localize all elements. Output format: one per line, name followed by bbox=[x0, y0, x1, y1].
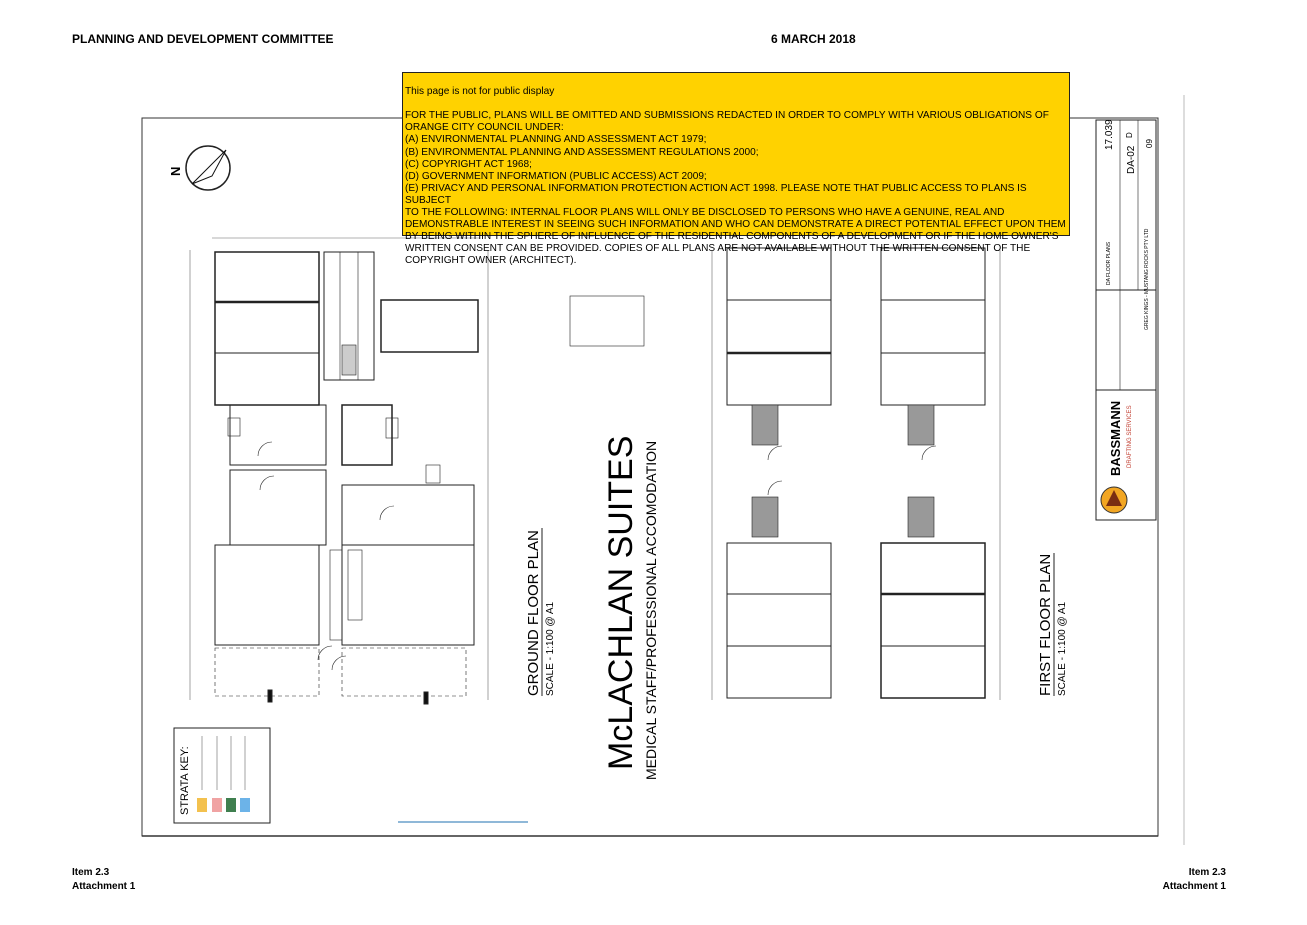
strata-key bbox=[174, 728, 270, 823]
drawing-revision: D bbox=[1125, 132, 1134, 138]
first-plan-title: FIRST FLOOR PLAN bbox=[1037, 553, 1054, 696]
redaction-notice bbox=[402, 72, 1070, 267]
notice-line: DEMONSTRABLE INTEREST IN SEEING SUCH INFORMATION AND WHO CAN DEMONSTRATE A DIRECT POTENTIAL EFFECT UPON THEM bbox=[405, 219, 1066, 231]
north-label: N bbox=[168, 166, 183, 176]
notice-body bbox=[405, 110, 1067, 267]
drawing-number: DA-02 bbox=[1126, 145, 1137, 174]
strata-swatch-c bbox=[226, 798, 236, 812]
firm-name: BASSMANN bbox=[1108, 400, 1123, 476]
strata-key-title: STRATA KEY: bbox=[179, 746, 191, 815]
notice-line: (B) ENVIRONMENTAL PLANNING AND ASSESSMENT REGULATIONS 2000; bbox=[405, 146, 759, 158]
sheet-title: DA FLOOR PLANS bbox=[1106, 241, 1112, 285]
notice-line: (E) PRIVACY AND PERSONAL INFORMATION PROTECTION ACTION ACT 1998. PLEASE NOTE THAT PUBLIC ACCESS TO PLANS IS SUBJECT bbox=[405, 182, 1027, 206]
strata-swatch-b bbox=[212, 798, 222, 812]
notice-line: (A) ENVIRONMENTAL PLANNING AND ASSESSMENT ACT 1979; bbox=[405, 134, 707, 146]
first-plan-scale: SCALE - 1:100 @ A1 bbox=[1057, 601, 1068, 696]
ground-plan-scale: SCALE - 1:100 @ A1 bbox=[545, 601, 556, 696]
notice-line: ORANGE CITY COUNCIL UNDER: bbox=[405, 122, 564, 134]
footer-attachment-label: Attachment 1 bbox=[1162, 881, 1226, 892]
notice-line: FOR THE PUBLIC, PLANS WILL BE OMITTED AND SUBMISSIONS REDACTED IN ORDER TO COMPLY WITH VARIOUS OBLIGATIONS OF bbox=[405, 110, 1049, 122]
footer-attachment-label: Attachment 1 bbox=[72, 881, 136, 892]
notice-line: (C) COPYRIGHT ACT 1968; bbox=[405, 158, 532, 170]
drawing-subtitle: MEDICAL STAFF/PROFESSIONAL ACCOMODATION bbox=[643, 440, 659, 780]
strata-swatch-d bbox=[240, 798, 250, 812]
client-name: GREG KINGS - MUSTANG ROCKS PTY LTD bbox=[1144, 228, 1150, 330]
notice-line: TO THE FOLLOWING: INTERNAL FLOOR PLANS WILL ONLY BE DISCLOSED TO PERSONS WHO HAVE A GENUINE, REAL AND bbox=[405, 207, 1005, 219]
footer-item-label: Item 2.3 bbox=[1188, 867, 1226, 878]
footer-left bbox=[72, 866, 135, 894]
header-committee: PLANNING AND DEVELOPMENT COMMITTEE bbox=[72, 32, 334, 46]
footer-item-label: Item 2.3 bbox=[72, 867, 110, 878]
notice-line: BY BEING WITHIN THE SPHERE OF INFLUENCE OF THE RESIDENTIAL COMPONENTS OF A DEVELOPMENT OR IF THE HOME OWNER'S bbox=[405, 231, 1059, 243]
notice-line: (D) GOVERNMENT INFORMATION (PUBLIC ACCESS) ACT 2009; bbox=[405, 170, 707, 182]
drawing-title: McLACHLAN SUITES bbox=[602, 435, 640, 770]
footer-right bbox=[1163, 866, 1226, 894]
ground-plan-title: GROUND FLOOR PLAN bbox=[525, 530, 542, 696]
strata-swatch-a bbox=[197, 798, 207, 812]
notice-line: COPYRIGHT OWNER (ARCHITECT). bbox=[405, 255, 577, 267]
firm-tagline: DRAFTING SERVICES bbox=[1127, 405, 1133, 468]
job-number: 17.039 bbox=[1104, 119, 1115, 150]
header-date: 6 MARCH 2018 bbox=[771, 32, 856, 46]
notice-line: WRITTEN CONSENT CAN BE PROVIDED. COPIES OF ALL PLANS ARE NOT AVAILABLE WITHOUT THE WRITTEN CONSENT OF THE bbox=[405, 243, 1031, 255]
notice-title: This page is not for public display bbox=[405, 86, 555, 98]
sheet-number: 09 bbox=[1145, 139, 1154, 148]
